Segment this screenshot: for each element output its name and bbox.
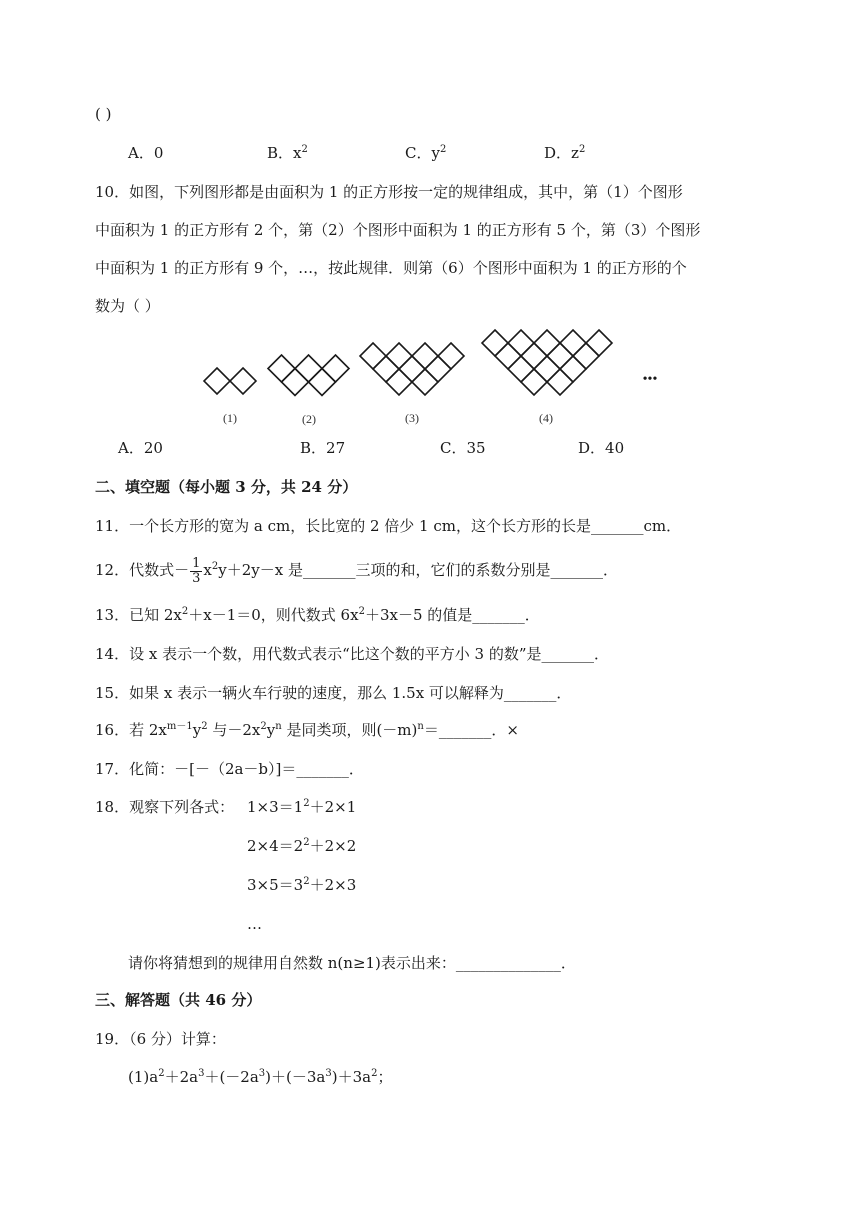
- figure-4-square: [495, 343, 521, 369]
- q10-option-c: C．35: [440, 439, 486, 457]
- q10-line-3: 中面积为 1 的正方形有 9 个，…，按此规律．则第（6）个图形中面积为 1 的正方形的个: [95, 259, 687, 277]
- q10-option-d: D．40: [578, 439, 625, 457]
- figure-4-square: [508, 330, 534, 356]
- figure-3-square: [399, 356, 425, 382]
- q18-ellipsis: …: [247, 915, 262, 933]
- fraction-one-third: $\frac{1}{3}$: [192, 555, 201, 586]
- figure-1-square: [204, 368, 230, 394]
- figure-4-square: [482, 330, 508, 356]
- figure-2-square: [309, 369, 336, 396]
- figure-4-square: [521, 369, 547, 395]
- figure-label-2: (2): [302, 412, 316, 426]
- figure-3-square: [373, 356, 399, 382]
- figure-4-square: [547, 369, 573, 395]
- q10-line-2: 中面积为 1 的正方形有 2 个，第（2）个图形中面积为 1 的正方形有 5 个，第（3）个图形: [95, 221, 701, 239]
- figure-2-square: [322, 355, 349, 382]
- figure-4-square: [534, 356, 560, 382]
- q9-option-a: A．0: [128, 144, 164, 162]
- figure-4-square: [586, 330, 612, 356]
- q9-option-c: C．$y^2$: [405, 144, 447, 162]
- q13-text: 13．已知 $2x^2+x-1=0$，则代数式 $6x^2+3x-5$ 的值是_______．: [95, 606, 540, 624]
- section-3-heading: 三、解答题（共 46 分）: [95, 991, 262, 1009]
- figure-label-1: (1): [223, 411, 237, 425]
- figure-3-square: [438, 343, 464, 369]
- figure-3-square: [360, 343, 386, 369]
- figure-4-square: [560, 356, 586, 382]
- figure-3-square: [386, 369, 412, 395]
- q9-option-d: D．$z^2$: [544, 144, 586, 162]
- figure-4-square: [547, 343, 573, 369]
- continuation-ellipsis: •••: [642, 372, 658, 387]
- square-pattern-figure: [195, 323, 675, 433]
- figure-3-square: [425, 356, 451, 382]
- figure-3-square: [412, 369, 438, 395]
- figure-2-square: [268, 355, 295, 382]
- q16-text: 16．若 $2x^{m-1}y^2$ 与$-2x^2y^n$ 是同类项，则$(-m)^n=\_\_\_\_\_\_\_$．×: [95, 721, 519, 739]
- q11-text: 11．一个长方形的宽为 a cm，长比宽的 2 倍少 1 cm，这个长方形的长是_______cm．: [95, 517, 682, 535]
- figure-4-square: [534, 330, 560, 356]
- q18-equation-1: $1\times 3=1^2+2\times 1$: [247, 798, 357, 816]
- q10-line-4: 数为（ ）: [95, 297, 160, 315]
- q9-answer-paren: ( ): [95, 105, 112, 123]
- figure-3-square: [386, 343, 412, 369]
- q18-equation-3: $3\times 5=3^2+2\times 3$: [247, 876, 357, 894]
- q10-option-a: A．20: [118, 439, 163, 457]
- figure-4-square: [508, 356, 534, 382]
- q18-intro: 18．观察下列各式：: [95, 798, 235, 816]
- figure-2-square: [282, 369, 309, 396]
- figure-label-4: (4): [539, 411, 553, 425]
- q9-option-b: B．$x^2$: [267, 144, 308, 162]
- q18-question: 请你将猜想到的规律用自然数 n(n≥1)表示出来：______________．: [128, 954, 576, 972]
- section-2-heading: 二、填空题（每小题 3 分，共 24 分）: [95, 478, 358, 496]
- figure-4-square: [521, 343, 547, 369]
- figure-label-3: (3): [405, 411, 419, 425]
- figure-3-square: [412, 343, 438, 369]
- q12-text: 12．代数式－ $\frac{1}{3}$ $x^2y+2y-x$ 是_______三项的和，它们的系数分别是_______．: [95, 555, 618, 586]
- figure-2-square: [295, 355, 322, 382]
- q10-option-b: B．27: [300, 439, 346, 457]
- q14-text: 14．设 x 表示一个数，用代数式表示“比这个数的平方小 3 的数”是_______．: [95, 645, 610, 663]
- q18-equation-2: $2\times 4=2^2+2\times 2$: [247, 837, 357, 855]
- q15-text: 15．如果 x 表示一辆火车行驶的速度，那么 1.5x 可以解释为_______．: [95, 684, 572, 702]
- figure-1-square: [230, 368, 256, 394]
- figure-4-square: [560, 330, 586, 356]
- q17-text: 17．化简：－[－（2a－b）]＝_______．: [95, 760, 364, 778]
- q10-line-1: 10．如图，下列图形都是由面积为 1 的正方形按一定的规律组成，其中，第（1）个图形: [95, 183, 683, 201]
- q19-part-1: $(1)a^2+2a^3+(-2a^3)+(-3a^3)+3a^2$；: [128, 1068, 393, 1086]
- q19-title: 19．（6 分）计算：: [95, 1030, 226, 1048]
- figure-4-square: [573, 343, 599, 369]
